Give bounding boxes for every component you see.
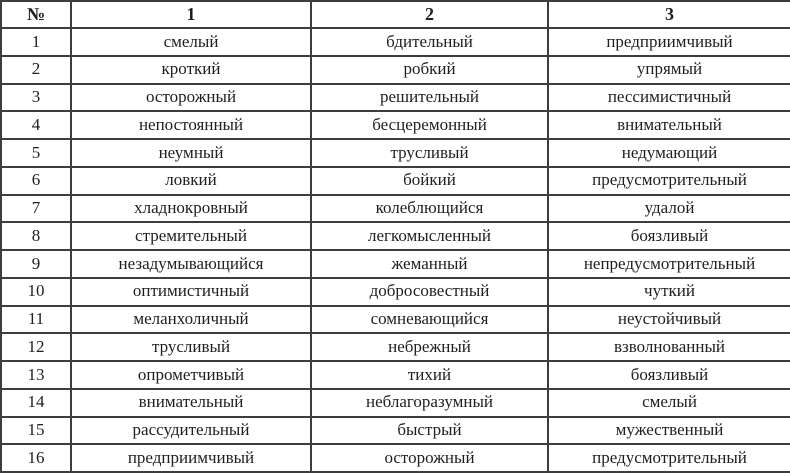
row-number-cell: 14 <box>1 389 71 417</box>
word-cell: непредусмотрительный <box>548 250 790 278</box>
word-cell: колеблющийся <box>311 195 548 223</box>
word-cell: рассудительный <box>71 417 311 445</box>
table-row <box>1 195 790 223</box>
word-cell: трусливый <box>311 139 548 167</box>
row-number-cell: 12 <box>1 333 71 361</box>
row-number-cell: 16 <box>1 444 71 472</box>
word-cell: непостоянный <box>71 111 311 139</box>
word-cell: быстрый <box>311 417 548 445</box>
word-cell: добросовестный <box>311 278 548 306</box>
word-cell: боязливый <box>548 222 790 250</box>
word-cell: бойкий <box>311 167 548 195</box>
row-number-cell: 13 <box>1 361 71 389</box>
table-row <box>1 278 790 306</box>
table-row <box>1 139 790 167</box>
word-cell: бесцеремонный <box>311 111 548 139</box>
table-row <box>1 389 790 417</box>
word-cell: смелый <box>71 28 311 56</box>
word-cell: осторожный <box>71 84 311 112</box>
table-row <box>1 444 790 472</box>
word-cell: боязливый <box>548 361 790 389</box>
table-row <box>1 417 790 445</box>
word-cell: пессимистичный <box>548 84 790 112</box>
word-cell: меланхоличный <box>71 306 311 334</box>
word-cell: решительный <box>311 84 548 112</box>
table-row <box>1 111 790 139</box>
row-number-cell: 6 <box>1 167 71 195</box>
word-cell: незадумывающийся <box>71 250 311 278</box>
header-number-column: № <box>1 1 71 28</box>
word-cell: робкий <box>311 56 548 84</box>
row-number-cell: 10 <box>1 278 71 306</box>
word-cell: осторожный <box>311 444 548 472</box>
word-cell: неблагоразумный <box>311 389 548 417</box>
word-cell: недумающий <box>548 139 790 167</box>
table-body <box>1 28 790 472</box>
table-row <box>1 56 790 84</box>
table-row <box>1 306 790 334</box>
table-row <box>1 84 790 112</box>
word-cell: опрометчивый <box>71 361 311 389</box>
word-cell: предусмотрительный <box>548 444 790 472</box>
word-cell: упрямый <box>548 56 790 84</box>
word-cell: оптимистичный <box>71 278 311 306</box>
word-cell: бдительный <box>311 28 548 56</box>
row-number-cell: 8 <box>1 222 71 250</box>
word-cell: кроткий <box>71 56 311 84</box>
word-cell: смелый <box>548 389 790 417</box>
header-column-1: 1 <box>71 1 311 28</box>
row-number-cell: 9 <box>1 250 71 278</box>
row-number-cell: 11 <box>1 306 71 334</box>
row-number-cell: 5 <box>1 139 71 167</box>
word-cell: предприимчивый <box>548 28 790 56</box>
word-cell: предприимчивый <box>71 444 311 472</box>
word-cell: удалой <box>548 195 790 223</box>
table-row <box>1 222 790 250</box>
word-cell: мужественный <box>548 417 790 445</box>
word-cell: неустойчивый <box>548 306 790 334</box>
table-row <box>1 250 790 278</box>
word-cell: неумный <box>71 139 311 167</box>
header-column-3: 3 <box>548 1 790 28</box>
word-cell: сомневающийся <box>311 306 548 334</box>
word-cell: взволнованный <box>548 333 790 361</box>
word-cell: предусмотрительный <box>548 167 790 195</box>
table-row <box>1 361 790 389</box>
word-cell: легкомысленный <box>311 222 548 250</box>
table-row <box>1 333 790 361</box>
row-number-cell: 4 <box>1 111 71 139</box>
row-number-cell: 1 <box>1 28 71 56</box>
word-cell: хладнокровный <box>71 195 311 223</box>
word-cell: стремительный <box>71 222 311 250</box>
word-cell: тихий <box>311 361 548 389</box>
word-cell: трусливый <box>71 333 311 361</box>
row-number-cell: 15 <box>1 417 71 445</box>
row-number-cell: 3 <box>1 84 71 112</box>
word-cell: внимательный <box>71 389 311 417</box>
row-number-cell: 2 <box>1 56 71 84</box>
row-number-cell: 7 <box>1 195 71 223</box>
table-header-row <box>1 1 790 28</box>
word-cell: внимательный <box>548 111 790 139</box>
word-cell: небрежный <box>311 333 548 361</box>
table-row <box>1 28 790 56</box>
word-cell: ловкий <box>71 167 311 195</box>
word-cell: жеманный <box>311 250 548 278</box>
header-column-2: 2 <box>311 1 548 28</box>
word-cell: чуткий <box>548 278 790 306</box>
table-row <box>1 167 790 195</box>
